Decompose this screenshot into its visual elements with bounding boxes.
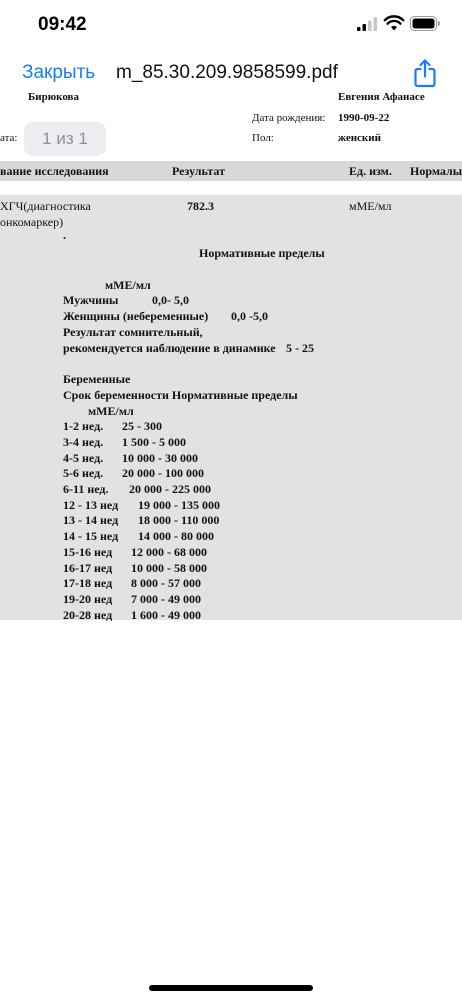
status-time: 09:42 (38, 14, 87, 35)
row-separator (0, 181, 462, 195)
home-indicator[interactable] (149, 985, 313, 991)
pregnancy-term: 1-2 нед. (63, 419, 104, 433)
result-row (0, 195, 462, 620)
pregnancy-term: 20-28 нед (63, 608, 113, 622)
pregnancy-range: 20 000 - 225 000 (129, 482, 211, 496)
pregnancy-range: 19 000 - 135 000 (138, 498, 220, 512)
page-indicator: 1 из 1 (24, 122, 106, 156)
pregnancy-term: 12 - 13 нед (63, 498, 119, 512)
women-label: Женщины (небеременные) (63, 309, 209, 323)
pregnancy-range: 8 000 - 57 000 (131, 576, 201, 590)
left-label-partial: ата: (0, 132, 18, 144)
test-name-line2: онкомаркер) (0, 215, 64, 229)
test-name-line1: ХГЧ(диагностика (0, 199, 91, 213)
pregnancy-range: 12 000 - 68 000 (131, 545, 207, 559)
pregnancy-term: 13 - 14 нед (63, 513, 119, 527)
pregnancy-term: 6-11 нед. (63, 482, 109, 496)
status-bar (0, 0, 462, 50)
pregnancy-range: 7 000 - 49 000 (131, 592, 201, 606)
gender-label: Пол: (252, 132, 274, 144)
norm-unit: мМЕ/мл (105, 278, 151, 292)
pregnancy-unit: мМЕ/мл (88, 404, 134, 418)
doubtful-line1: Результат сомнительный, (63, 325, 203, 339)
pregnancy-range: 20 000 - 100 000 (122, 466, 204, 480)
pregnancy-range: 14 000 - 80 000 (138, 529, 214, 543)
doubtful-range: 5 - 25 (286, 341, 314, 355)
pregnancy-term: 16-17 нед (63, 561, 113, 575)
men-value: 0,0- 5,0 (152, 293, 189, 307)
wifi-icon (384, 16, 404, 31)
pregnancy-term: 4-5 нед. (63, 451, 104, 465)
pregnancy-range: 25 - 300 (122, 419, 162, 433)
men-label: Мужчины (63, 293, 119, 307)
test-result-value: 782.3 (187, 199, 214, 213)
doubtful-line2: рекомендуется наблюдение в динамике (63, 341, 276, 355)
pregnancy-range: 1 500 - 5 000 (122, 435, 186, 449)
pregnancy-term: 19-20 нед (63, 592, 113, 606)
header-test-name: вание исследования (0, 164, 109, 178)
pregnancy-range: 10 000 - 58 000 (131, 561, 207, 575)
battery-icon (410, 16, 440, 31)
pregnancy-term: 15-16 нед (63, 545, 113, 559)
pregnancy-range: 10 000 - 30 000 (122, 451, 198, 465)
share-icon[interactable] (412, 58, 438, 88)
patient-name-clipped: Бирюкова (28, 91, 79, 103)
pregnancy-range: 1 600 - 49 000 (131, 608, 201, 622)
document-title: m_85.30.209.9858599.pdf (116, 62, 338, 83)
cellular-signal-icon (357, 17, 377, 31)
pregnancy-term: 3-4 нед. (63, 435, 104, 449)
pregnancy-term: 17-18 нед (63, 576, 113, 590)
norm-title: Нормативные пределы (199, 246, 325, 260)
dot-mark: . (63, 228, 66, 242)
pregnant-title: Беременные (63, 372, 131, 386)
test-unit: мМЕ/мл (349, 199, 392, 213)
patient-name-right-clipped: Евгения Афанасе (338, 91, 425, 103)
close-button[interactable]: Закрыть (22, 62, 96, 83)
header-norms: Нормалы (410, 164, 462, 178)
birth-date-label: Дата рождения: (252, 112, 326, 124)
header-unit: Ед. изм. (349, 164, 392, 178)
pregnancy-header: Срок беременности Нормативные пределы (63, 388, 298, 402)
pdf-page[interactable] (0, 91, 462, 1000)
header-result: Результат (172, 164, 226, 178)
pregnancy-term: 14 - 15 нед (63, 529, 119, 543)
pregnancy-range: 18 000 - 110 000 (138, 513, 220, 527)
women-value: 0,0 -5,0 (231, 309, 268, 323)
table-header-row (0, 161, 462, 181)
pregnancy-term: 5-6 нед. (63, 466, 104, 480)
birth-date-value: 1990-09-22 (338, 112, 390, 124)
gender-value: женский (338, 132, 381, 144)
